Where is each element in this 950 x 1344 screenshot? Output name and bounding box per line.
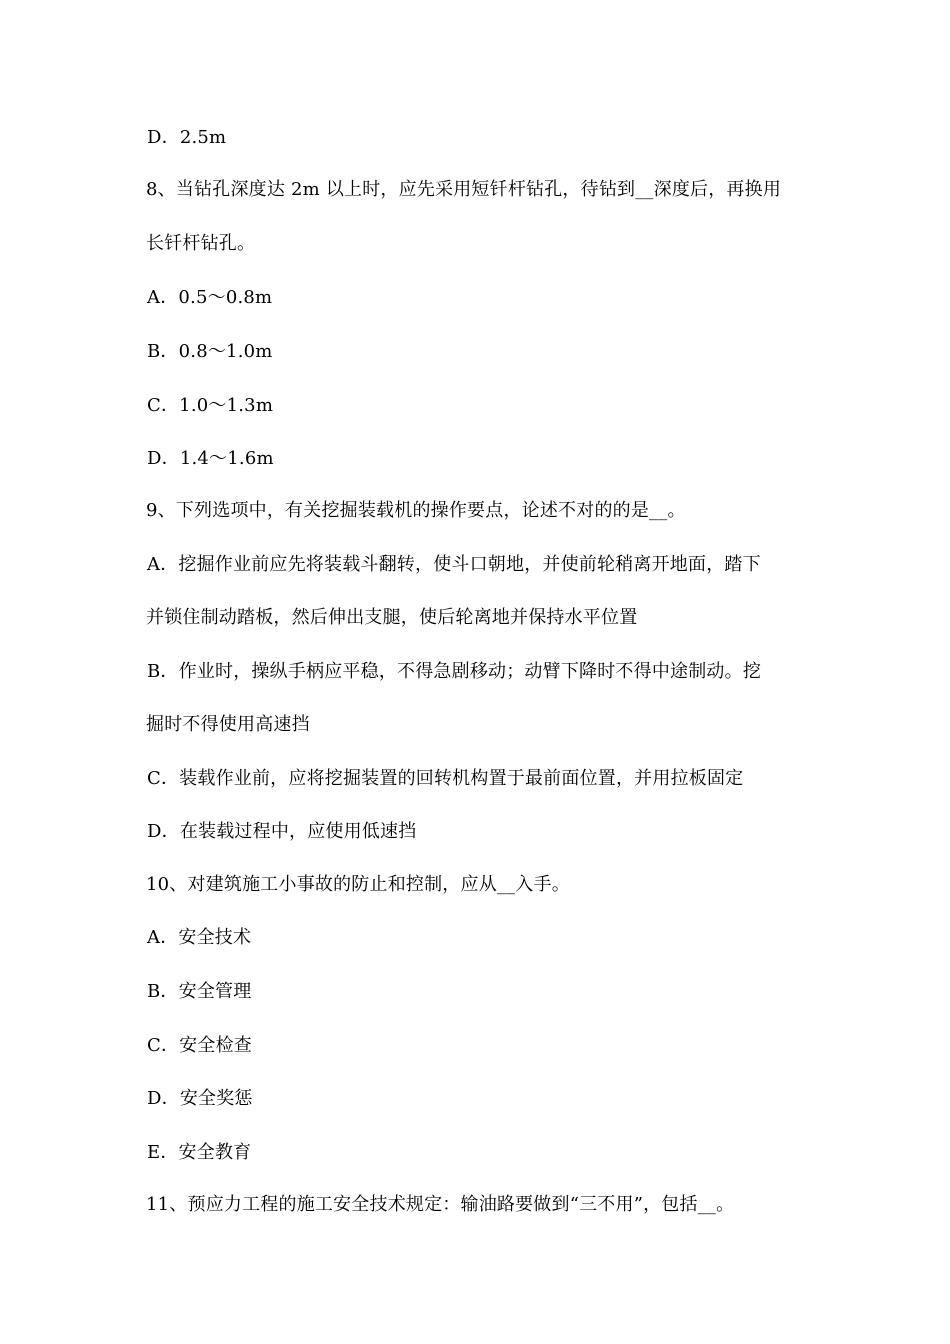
option-line: C．安全检查 xyxy=(147,1035,252,1056)
option-line: C．装载作业前，应将挖掘装置的回转机构置于最前面位置，并用拉板固定 xyxy=(147,768,744,789)
option-line: A．挖掘作业前应先将装载斗翻转，使斗口朝地，并使前轮稍离开地面，踏下 xyxy=(147,554,761,575)
question-line: 10、对建筑施工小事故的防止和控制，应从__入手。 xyxy=(146,874,570,895)
option-line: A．安全技术 xyxy=(147,927,252,948)
question-line: 11、预应力工程的施工安全技术规定：输油路要做到“三不用”，包括__。 xyxy=(146,1194,735,1215)
question-line: 9、下列选项中，有关挖掘装载机的操作要点，论述不对的的是__。 xyxy=(146,500,686,521)
question-line: 长钎杆钻孔。 xyxy=(146,233,256,254)
option-line: 掘时不得使用高速挡 xyxy=(146,714,310,735)
option-line: C．1.0～1.3m xyxy=(147,395,274,416)
option-line: D．2.5m xyxy=(147,127,227,148)
option-line: D．1.4～1.6m xyxy=(147,448,274,469)
option-line: A．0.5～0.8m xyxy=(147,287,273,308)
question-line: 8、当钻孔深度达 2m 以上时，应先采用短钎杆钻孔，待钻到__深度后，再换用 xyxy=(146,179,782,200)
option-line: E．安全教育 xyxy=(147,1142,252,1163)
option-line: B．作业时，操纵手柄应平稳，不得急剧移动；动臂下降时不得中途制动。挖 xyxy=(147,661,762,682)
option-line: B．0.8～1.0m xyxy=(147,341,273,362)
option-line: D．安全奖惩 xyxy=(147,1088,253,1109)
option-line: D．在装载过程中，应使用低速挡 xyxy=(147,821,417,842)
option-line: 并锁住制动踏板，然后伸出支腿，使后轮离地并保持水平位置 xyxy=(146,607,638,628)
option-line: B．安全管理 xyxy=(147,981,252,1002)
